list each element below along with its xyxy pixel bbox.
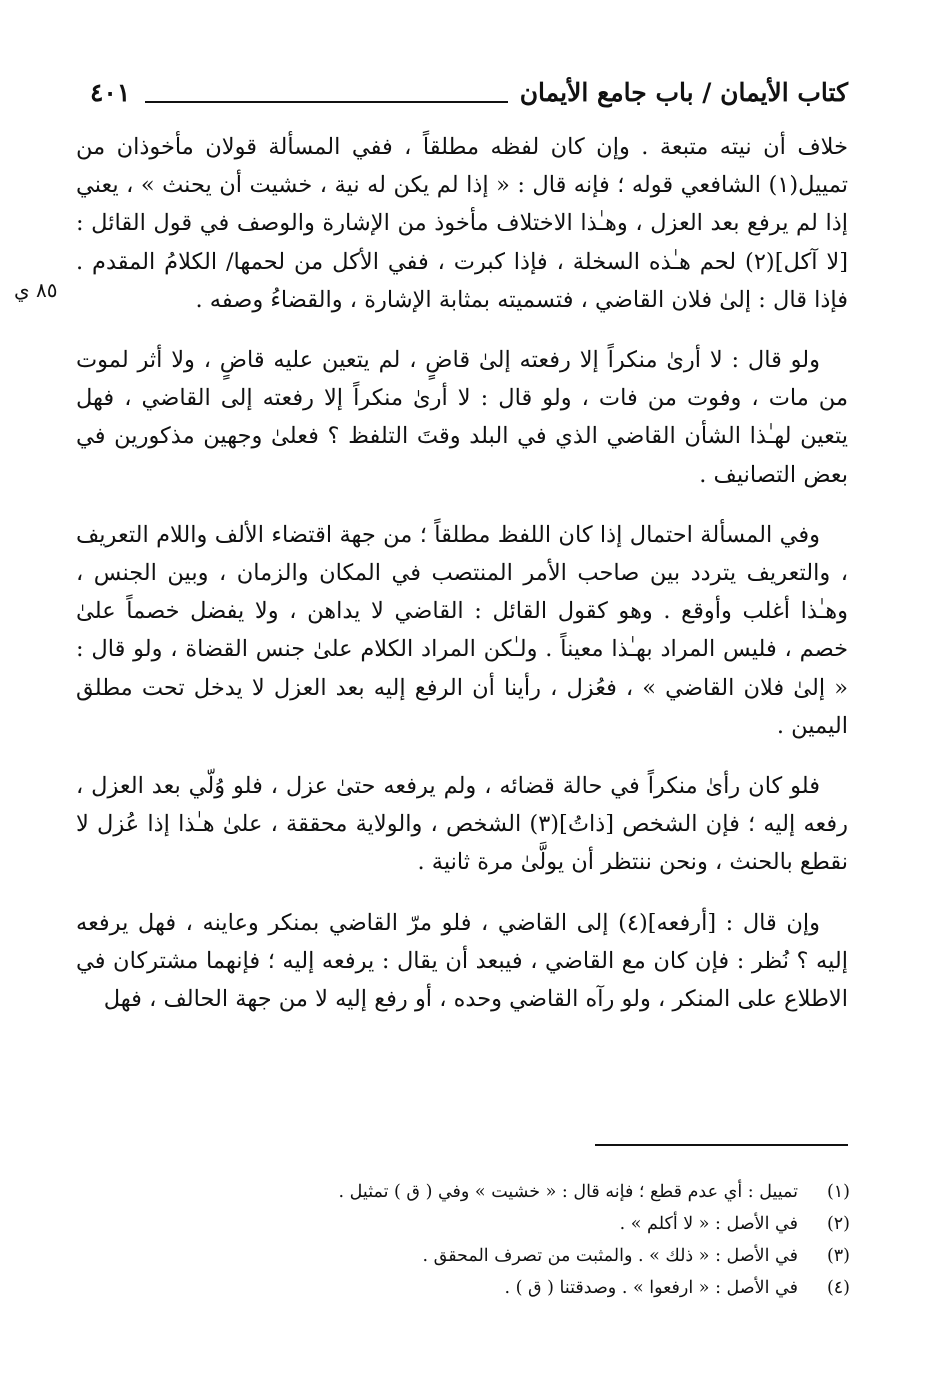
footnotes <box>250 1176 850 1304</box>
footnote-1 <box>250 1176 850 1208</box>
footnote-4 <box>250 1272 850 1304</box>
footnote-text: في الأصل : « لا أكلم » . <box>619 1214 798 1234</box>
running-title: كتاب الأيمان / باب جامع الأيمان <box>519 78 848 107</box>
footnote-number: (١) <box>826 1182 850 1202</box>
body-text <box>76 128 848 1040</box>
margin-note: ٨٥ ي <box>14 278 58 302</box>
footnote-rule <box>595 1144 848 1146</box>
footnote-text: في الأصل : « ذلك » . والمثبت من تصرف المحقق . <box>422 1246 798 1266</box>
footnote-3 <box>250 1240 850 1272</box>
paragraph-2: ولو قال : لا أرىٰ منكراً إلا رفعته إلىٰ قاضٍ ، لم يتعين عليه قاضٍ ، ولا أثر لموت من مات ، وفوت من فات ، ولو قال : لا أرىٰ منكراً إلا رفعته إلى القاضي ، فهل يتعين لهـٰذا الشأن القاضي الذي في البلد وقتَ التلفظ ؟ فعلىٰ وجهين مذكورين في بعض التصانيف . <box>76 347 848 488</box>
paragraph-4: فلو كان رأىٰ منكراً في حالة قضائه ، ولم يرفعه حتىٰ عزل ، فلو وُلّي بعد العزل ، رفعه إليه ؛ فإن الشخص [ذاتُ](٣) الشخص ، والولاية محققة ، علىٰ هـٰذا إذا عُزل لا نقطع بالحنث ، ونحن ننتظر أن يولَّىٰ مرة ثانية . <box>76 773 848 876</box>
footnote-2 <box>250 1208 850 1240</box>
paragraph-3: وفي المسألة احتمال إذا كان اللفظ مطلقاً ؛ من جهة اقتضاء الألف واللام التعريف ، والتعريف يتردد بين صاحب الأمر المنتصب في المكان والزمان ، وبين الجنس ، وهـٰذا أغلب وأوقع . وهو كقول القائل : القاضي لا يداهن ، ولا يفضل خصماً علىٰ خصم ، فليس المراد بهـٰذا معيناً . ولـٰكن المراد الكلام علىٰ جنس القضاة ، ولو قال : « إلىٰ فلان القاضي » ، فعُزل ، رأينا أن الرفع إليه بعد العزل لا يدخل تحت مطلق اليمين . <box>76 521 848 739</box>
footnote-number: (٣) <box>826 1246 850 1266</box>
footnote-text: تمييل : أي عدم قطع ؛ فإنه قال : « خشيت » وفي ( ق ) تمثيل . <box>338 1182 798 1202</box>
footnote-number: (٢) <box>826 1214 850 1234</box>
footnote-number: (٤) <box>826 1278 850 1298</box>
header-rule <box>145 101 508 103</box>
page-number: ٤٠١ <box>90 78 131 107</box>
footnote-text: في الأصل : « ارفعوا » . وصدقتنا ( ق ) . <box>504 1278 798 1298</box>
paragraph-1: خلاف أن نيته متبعة . وإن كان لفظه مطلقاً ، ففي المسألة قولان مأخوذان من تمييل(١) الشافعي قوله ؛ فإنه قال : « إذا لم يكن له نية ، خشيت أن يحنث » ، يعني إذا لم يرفع بعد العزل ، وهـٰذا الاختلاف مأخوذ من الإشارة والوصف في قول القائل : [لا آكل](٢) لحم هـٰذه السخلة ، فإذا كبرت ، ففي الأكل من لحمها/ الكلامُ المقدم . فإذا قال : إلىٰ فلان القاضي ، فتسميته بمثابة الإشارة ، والقضاءُ وصفه . <box>76 134 848 313</box>
page-header <box>90 78 848 118</box>
paragraph-5: وإن قال : [أرفعه](٤) إلى القاضي ، فلو مرّ القاضي بمنكر وعاينه ، فهل يرفعه إليه ؟ نُظر : فإن كان مع القاضي ، فيبعد أن يقال : يرفعه إليه ؛ فإنهما مشتركان في الاطلاع على المنكر ، ولو رآه القاضي وحده ، أو رفع إليه لا من جهة الحالف ، فهل <box>76 909 848 1013</box>
